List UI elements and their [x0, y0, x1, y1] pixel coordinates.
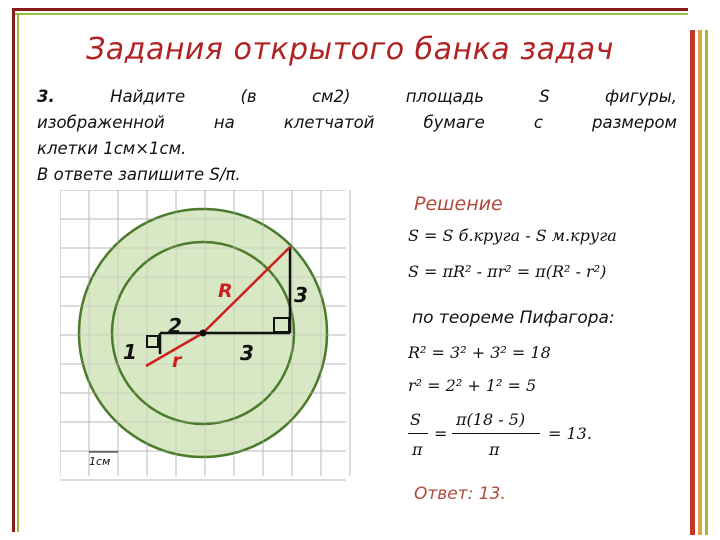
fraction-den-left: π [412, 440, 423, 459]
formula-R-squared [408, 343, 551, 362]
label-3-bottom: 3 [240, 341, 254, 365]
formula-4-text: r² = 2² + 1² = 5 [408, 376, 537, 395]
decor-bar-top-green [12, 13, 688, 15]
page-title: Задания открытого банка задач [86, 32, 614, 67]
task-line2: изображенной на клетчатой бумаге с размером [37, 113, 677, 132]
center-point [200, 330, 207, 337]
fraction-num-right: π(18 - 5) [456, 410, 526, 429]
decor-bar-right-orange [698, 30, 702, 535]
label-r: r [172, 350, 182, 372]
decor-bar-right-green [705, 30, 708, 535]
label-2: 2 [168, 314, 182, 338]
task-line3: клетки 1см×1см. [37, 139, 187, 158]
ring-figure [60, 190, 400, 530]
solution-heading: Решение [414, 193, 503, 215]
label-1: 1 [123, 340, 137, 364]
pythagoras-note: по теореме Пифагора: [412, 308, 615, 328]
task-number: 3. [37, 87, 55, 106]
task-text [37, 84, 677, 136]
task-line1: Найдите (в см2) площадь S фигуры, [110, 87, 677, 106]
decor-bar-right-red [690, 30, 695, 535]
fraction-bar-left [408, 433, 428, 434]
fraction-equals: = [434, 424, 448, 443]
task-text-end [37, 136, 241, 188]
scale-label: 1см [89, 455, 111, 468]
fraction-num-left: S [410, 410, 421, 429]
fraction-result: = 13. [548, 424, 592, 443]
formula-area-difference [408, 226, 617, 245]
formula-3-text: R² = 3² + 3² = 18 [408, 343, 551, 362]
formula-area-pi [408, 262, 606, 281]
formula-r-squared [408, 376, 536, 395]
decor-bar-left-green [17, 15, 19, 532]
answer-text: Ответ: 13. [414, 484, 506, 504]
formula-2-text: S = πR² - πr² = π(R² - r²) [408, 262, 607, 281]
decor-bar-left [12, 8, 15, 532]
formula-1-text: S = S б.круга - S м.круга [408, 226, 617, 245]
task-line4: В ответе запишите S/π. [37, 165, 241, 184]
fraction-den-right: π [489, 440, 500, 459]
decor-bar-top [12, 8, 688, 11]
label-3-right: 3 [294, 283, 308, 307]
label-R: R [218, 280, 233, 302]
fraction-bar-right [452, 433, 540, 434]
